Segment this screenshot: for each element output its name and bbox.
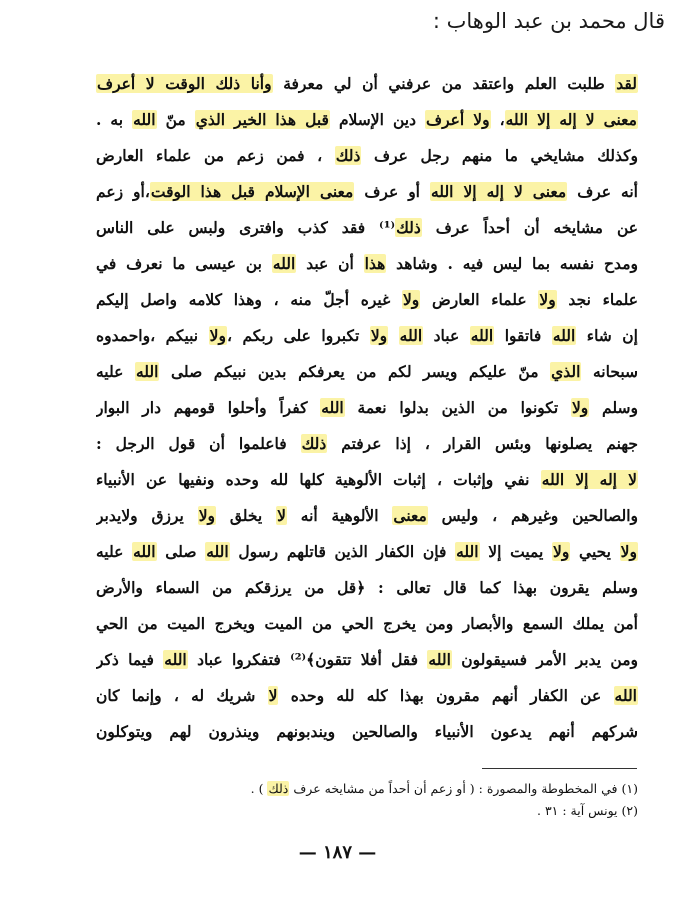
text-segment: علماء العارض xyxy=(420,290,539,309)
highlighted-text: وأنا ذلك الوقت لا أعرف xyxy=(97,74,272,93)
text-line xyxy=(96,288,638,324)
text-segment: ومن يدبر الأمر فسيقولون xyxy=(451,650,638,669)
book-page-text xyxy=(96,72,638,756)
text-segment: عليه xyxy=(96,362,135,381)
highlighted-text: الله xyxy=(164,650,187,669)
highlighted-text: الله xyxy=(614,686,637,705)
text-segment xyxy=(388,326,399,345)
highlighted-text: ذلك xyxy=(396,218,421,237)
text-segment: أو عرف xyxy=(354,182,430,201)
text-segment: ومدح نفسه بما ليس فيه . وشاهد xyxy=(386,254,638,273)
text-line xyxy=(96,504,638,540)
highlighted-text: معنى لا إله إلا الله xyxy=(505,110,637,129)
highlighted-text: ذلك xyxy=(268,781,289,796)
footnote-line xyxy=(160,778,638,800)
text-line xyxy=(96,540,638,576)
highlighted-text: ولا xyxy=(571,398,589,417)
text-segment: أمن يملك السمع والأبصار ومن يخرج الحي من الميت ويخرج الميت من الحي xyxy=(96,614,638,633)
text-segment: وكذلك مشايخي ما منهم رجل عرف xyxy=(361,146,638,165)
text-segment: فإن الكفار الذين قاتلهم رسول xyxy=(229,542,456,561)
text-segment: وسلم يقرون بهذا كما قال تعالى : ﴿قل من يرزقكم من السماء والأرض xyxy=(96,578,638,597)
highlighted-text: ذلك xyxy=(335,146,361,165)
text-segment: فاعلموا أن قول الرجل : xyxy=(96,434,301,453)
highlighted-text: الله xyxy=(272,254,296,273)
text-line xyxy=(96,360,638,396)
text-segment: وسلم xyxy=(589,398,638,417)
text-segment: والصالحين وغيرهم ، وليس xyxy=(427,506,638,525)
text-segment: يحيي xyxy=(570,542,620,561)
text-segment: علماء نجد xyxy=(556,290,638,309)
text-segment: جهنم يصلونها وبئس القرار ، إذا عرفتم xyxy=(327,434,638,453)
highlighted-text: الله xyxy=(206,542,229,561)
highlighted-text: الله xyxy=(552,326,576,345)
text-segment: يميت إلا xyxy=(479,542,553,561)
text-segment: ) . xyxy=(250,781,268,796)
text-segment: تكبروا على ربكم ، xyxy=(226,326,370,345)
text-line xyxy=(96,324,638,360)
highlighted-text: الله xyxy=(133,110,156,129)
text-segment: إن شاء xyxy=(576,326,638,345)
text-segment: (٢) يونس آية : ٣١ . xyxy=(537,803,638,818)
text-segment: عباد xyxy=(423,326,470,345)
text-segment: دين الإسلام xyxy=(329,110,426,129)
page-number: — ١٨٧ — xyxy=(298,842,377,863)
highlighted-text: الله xyxy=(428,650,451,669)
highlighted-text: لا xyxy=(277,506,286,525)
text-segment: ⁽¹⁾ فقد كذب وافترى ولبس على الناس xyxy=(96,218,396,237)
highlighted-text: ولا xyxy=(402,290,420,309)
text-line xyxy=(96,396,638,432)
text-line xyxy=(96,108,638,144)
highlighted-text: لقد xyxy=(616,74,637,93)
text-segment: عن الكفار أنهم مقرون بهذا كله لله وحده xyxy=(278,686,614,705)
text-line xyxy=(96,576,638,612)
text-segment: يرزق ولايدبر xyxy=(96,506,198,525)
footnotes xyxy=(160,778,638,822)
text-line xyxy=(96,720,638,756)
highlighted-text: الله xyxy=(470,326,494,345)
text-segment: تكونوا من الذين بدلوا نعمة xyxy=(344,398,571,417)
highlighted-text: ذلك xyxy=(301,434,327,453)
text-segment: صلى xyxy=(156,542,206,561)
text-segment: يخلق xyxy=(216,506,277,525)
text-segment: سبحانه xyxy=(581,362,638,381)
text-segment: نفي وإثبات ، إثبات الألوهية كلها لله وحده ونفيها عن الأنبياء xyxy=(96,470,541,489)
text-segment: (١) في المخطوطة والمصورة : ( أو زعم أن أحداً من مشايخه عرف xyxy=(289,781,638,796)
highlighted-text: ولا xyxy=(370,326,388,345)
footnote-divider xyxy=(482,768,637,769)
highlighted-text: لا إله إلا الله xyxy=(541,470,638,489)
text-segment: به . xyxy=(96,110,133,129)
highlighted-text: معنى الإسلام قبل هذا الوقت xyxy=(150,182,354,201)
text-segment: غيره أجلّ منه ، وهذا كلامه واصل إليكم xyxy=(96,290,402,309)
text-segment: كفراً وأحلوا قومهم دار البوار xyxy=(96,398,321,417)
text-line xyxy=(96,72,638,108)
text-segment: أن عبد xyxy=(296,254,364,273)
text-segment: بن عيسى ما نعرف في xyxy=(96,254,272,273)
highlighted-text: الله xyxy=(456,542,479,561)
highlighted-text: قبل هذا الخير الذي xyxy=(195,110,329,129)
text-segment: ،أو زعم xyxy=(96,182,150,201)
highlighted-text: هذا xyxy=(364,254,386,273)
highlighted-text: الله xyxy=(133,542,156,561)
highlighted-text: الله xyxy=(135,362,159,381)
text-segment: ، xyxy=(490,110,505,129)
text-line xyxy=(96,432,638,468)
text-segment: الألوهية أنه xyxy=(286,506,393,525)
highlighted-text: الله xyxy=(321,398,344,417)
text-line xyxy=(96,216,638,252)
text-line xyxy=(96,612,638,648)
text-segment: ، فمن زعم من علماء العارض xyxy=(96,146,335,165)
highlighted-text: معنى لا إله إلا الله xyxy=(431,182,567,201)
highlighted-text: ولا xyxy=(539,290,556,309)
highlighted-text: لا xyxy=(268,686,278,705)
highlighted-text: معنى xyxy=(393,506,427,525)
text-segment: عليه xyxy=(96,542,133,561)
footnote-line xyxy=(160,800,638,822)
highlighted-text: ولا xyxy=(198,506,216,525)
text-segment: منّ عليكم ويسر لكم من يعرفكم بدين نبيكم صلى xyxy=(159,362,551,381)
text-segment: طلبت العلم واعتقد من عرفني أن لي معرفة xyxy=(272,74,616,93)
highlighted-text: الله xyxy=(399,326,423,345)
highlighted-text: ولا xyxy=(209,326,226,345)
text-segment: فيما ذكر xyxy=(96,650,164,669)
text-segment: أنه عرف xyxy=(567,182,638,201)
highlighted-text: الذي xyxy=(551,362,581,381)
text-line xyxy=(96,648,638,684)
text-segment: فاتقوا xyxy=(494,326,552,345)
text-line xyxy=(96,252,638,288)
highlighted-text: ولا أعرف xyxy=(426,110,490,129)
text-segment: منّ xyxy=(156,110,195,129)
text-line xyxy=(96,144,638,180)
text-line xyxy=(96,684,638,720)
header-caption: قال محمد بن عبد الوهاب : xyxy=(432,9,665,33)
text-line xyxy=(96,180,638,216)
text-segment: شركهم أنهم يدعون الأنبياء والصالحين ويندبونهم وينذرون لهم ويتوكلون xyxy=(96,722,638,741)
text-segment: شريك له ، وإنما كان xyxy=(96,686,268,705)
text-segment: فقل أفلا تتقون﴾⁽²⁾ فتفكروا عباد xyxy=(187,650,428,669)
highlighted-text: ولا xyxy=(553,542,570,561)
text-segment: نبيكم ،واحمدوه xyxy=(96,326,209,345)
text-line xyxy=(96,468,638,504)
text-segment: عن مشايخه أن أحداً عرف xyxy=(421,218,638,237)
highlighted-text: ولا xyxy=(620,542,637,561)
